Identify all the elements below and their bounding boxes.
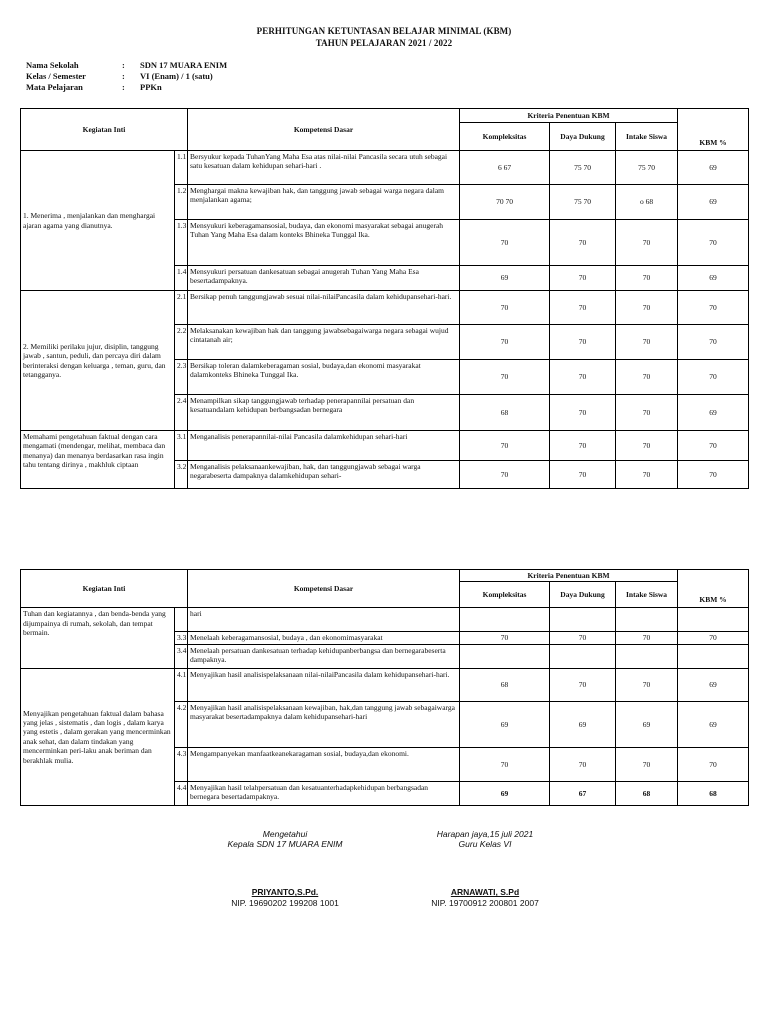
kbm-value: 70 bbox=[678, 220, 749, 266]
kbm-value: 70 bbox=[678, 632, 749, 644]
table-row bbox=[21, 291, 749, 325]
kd-text: Menganalisis penerapannilai-nilai Pancasila dalamkehidupan sehari-hari bbox=[188, 431, 460, 461]
kbm-value: 70 bbox=[678, 461, 749, 489]
kd-number: 2.3 bbox=[175, 360, 188, 395]
kompleksitas-value: 70 bbox=[460, 461, 550, 489]
kd-number: 1.2 bbox=[175, 185, 188, 220]
kbm-value: 69 bbox=[678, 701, 749, 747]
kbm-value: 69 bbox=[678, 151, 749, 185]
kd-number: 4.3 bbox=[175, 747, 188, 781]
intake-value: 69 bbox=[616, 701, 678, 747]
header-kbm: KBM % bbox=[678, 570, 749, 608]
kd-text: Menelaah persatuan dankesatuan terhadap kehidupanberbangsa dan bernegarabeserta dampaknya. bbox=[188, 644, 460, 668]
signature-role: Kepala SDN 17 MUARA ENIM bbox=[227, 839, 343, 849]
school-info bbox=[26, 60, 227, 93]
kompleksitas-value: 68 bbox=[460, 395, 550, 431]
info-label: Nama Sekolah bbox=[26, 60, 79, 70]
info-label: Mata Pelajaran bbox=[26, 82, 83, 92]
header-kriteria: Kriteria Penentuan KBM bbox=[460, 109, 678, 123]
kompleksitas-value bbox=[460, 608, 550, 632]
kbm-value: 69 bbox=[678, 266, 749, 291]
daya-dukung-value: 70 bbox=[550, 747, 616, 781]
info-colon: : bbox=[122, 82, 125, 92]
intake-value: 70 bbox=[616, 747, 678, 781]
kd-number: 3.3 bbox=[175, 632, 188, 644]
kegiatan-inti-3-cont: Tuhan dan kegiatannya , dan benda-benda yang dijumpainya di rumah, sekolah, dan tempat bermain. bbox=[21, 608, 175, 668]
intake-value bbox=[616, 644, 678, 668]
header-kriteria: Kriteria Penentuan KBM bbox=[460, 570, 678, 582]
daya-dukung-value: 70 bbox=[550, 266, 616, 291]
daya-dukung-value: 70 bbox=[550, 325, 616, 360]
kbm-value: 70 bbox=[678, 360, 749, 395]
intake-value: 70 bbox=[616, 325, 678, 360]
signature-teacher bbox=[400, 829, 570, 908]
kd-number: 3.2 bbox=[175, 461, 188, 489]
intake-value: 70 bbox=[616, 461, 678, 489]
kd-text: Menganalisis pelaksanaankewajiban, hak, dan tanggungjawab sebagai warga negarabeserta dampaknya dalamkehidupan sehari- bbox=[188, 461, 460, 489]
kompleksitas-value bbox=[460, 644, 550, 668]
info-row-class bbox=[26, 71, 227, 82]
kd-text: Menampilkan sikap tanggungjawab terhadap penerapannilai persatuan dan kesatuandalam kehidupan berbangsadan bernegara bbox=[188, 395, 460, 431]
kompleksitas-value: 70 bbox=[460, 220, 550, 266]
intake-value: 70 bbox=[616, 632, 678, 644]
table-row bbox=[21, 608, 749, 632]
intake-value bbox=[616, 608, 678, 632]
intake-value: 70 bbox=[616, 431, 678, 461]
daya-dukung-value: 67 bbox=[550, 781, 616, 805]
kompleksitas-value: 70 bbox=[460, 291, 550, 325]
daya-dukung-value: 70 bbox=[550, 220, 616, 266]
kd-number: 2.1 bbox=[175, 291, 188, 325]
kd-number: 2.4 bbox=[175, 395, 188, 431]
kbm-table-2 bbox=[20, 569, 749, 806]
kbm-value: 70 bbox=[678, 291, 749, 325]
kd-number bbox=[175, 608, 188, 632]
kbm-value bbox=[678, 644, 749, 668]
daya-dukung-value: 70 bbox=[550, 360, 616, 395]
daya-dukung-value: 75 70 bbox=[550, 151, 616, 185]
header-kbm: KBM % bbox=[678, 109, 749, 151]
kbm-table-1 bbox=[20, 108, 749, 489]
intake-value: 70 bbox=[616, 395, 678, 431]
header-kompetensi-dasar: Kompetensi Dasar bbox=[188, 109, 460, 151]
info-colon: : bbox=[122, 71, 125, 81]
daya-dukung-value: 69 bbox=[550, 701, 616, 747]
header-daya-dukung: Daya Dukung bbox=[550, 123, 616, 151]
kd-number: 2.2 bbox=[175, 325, 188, 360]
kbm-value: 68 bbox=[678, 781, 749, 805]
signature-role: Guru Kelas VI bbox=[458, 839, 512, 849]
kd-text: Menelaah keberagamansosial, budaya , dan ekonomimasyarakat bbox=[188, 632, 460, 644]
intake-value: 70 bbox=[616, 266, 678, 291]
kompleksitas-value: 69 bbox=[460, 701, 550, 747]
kd-number: 1.3 bbox=[175, 220, 188, 266]
intake-value: 70 bbox=[616, 220, 678, 266]
kd-text: Menyajikan hasil analisispelaksanaan nilai-nilaiPancasila dalam kehidupansehari-hari. bbox=[188, 668, 460, 701]
kegiatan-inti-4: Menyajikan pengetahuan faktual dalam bahasa yang jelas , sistematis , dan logis , dalam karya yang estetis , dalam gerakan yang mencerminkan anak sehat, dan dalam tindakan yang mencerminkan peri-laku anak beriman dan berakhlak mulia. bbox=[21, 668, 175, 805]
intake-value: 70 bbox=[616, 360, 678, 395]
kompleksitas-value: 68 bbox=[460, 668, 550, 701]
daya-dukung-value: 70 bbox=[550, 632, 616, 644]
table-row bbox=[21, 668, 749, 701]
info-label: Kelas / Semester bbox=[26, 71, 86, 81]
kd-text: Melaksanakan kewajiban hak dan tanggung jawabsebagaiwarga negara sebagai wujud cintatanah air; bbox=[188, 325, 460, 360]
kd-number: 4.1 bbox=[175, 668, 188, 701]
header-kegiatan-inti: Kegiatan Inti bbox=[21, 570, 188, 608]
daya-dukung-value: 70 bbox=[550, 395, 616, 431]
intake-value: 70 bbox=[616, 291, 678, 325]
info-value: PPKn bbox=[140, 82, 162, 92]
intake-value: o 68 bbox=[616, 185, 678, 220]
kbm-value: 70 bbox=[678, 747, 749, 781]
kd-text: Mensyukuri persatuan dankesatuan sebagai anugerah Tuhan Yang Maha Esa besertadampaknya. bbox=[188, 266, 460, 291]
signature-nip: NIP. 19690202 199208 1001 bbox=[231, 898, 339, 908]
kd-number: 4.4 bbox=[175, 781, 188, 805]
kompleksitas-value: 69 bbox=[460, 781, 550, 805]
kbm-value: 70 bbox=[678, 431, 749, 461]
kd-text: Bersikap penuh tanggungjawab sesuai nilai-nilaiPancasila dalam kehidupansehari-hari. bbox=[188, 291, 460, 325]
kd-number: 1.1 bbox=[175, 151, 188, 185]
kompleksitas-value: 70 bbox=[460, 431, 550, 461]
kd-text: Bersyukur kepada TuhanYang Maha Esa atas nilai-nilai Pancasila secara utuh sebagai satu kesatuan dalam kehidupan sehari-hari . bbox=[188, 151, 460, 185]
kd-text: Mengampanyekan manfaatkeanekaragaman sosial, budaya,dan ekonomi. bbox=[188, 747, 460, 781]
signature-name: PRIYANTO,S.Pd. bbox=[251, 887, 319, 897]
daya-dukung-value: 70 bbox=[550, 668, 616, 701]
header-kompleksitas: Kompleksitas bbox=[460, 582, 550, 608]
kd-text: Mensyukuri keberagamansosial, budaya, dan ekonomi masyarakat sebagai anugerah Tuhan Yang Maha Esa dalam konteks Bhineka Tunggal Ika. bbox=[188, 220, 460, 266]
signature-name: ARNAWATI, S.Pd bbox=[450, 887, 520, 897]
signature-place-date: Harapan jaya,15 juli 2021 bbox=[436, 829, 534, 839]
daya-dukung-value: 70 bbox=[550, 461, 616, 489]
kbm-value: 70 bbox=[678, 325, 749, 360]
daya-dukung-value: 70 bbox=[550, 431, 616, 461]
header-kompleksitas: Kompleksitas bbox=[460, 123, 550, 151]
kd-text: Menghargai makna kewajiban hak, dan tanggung jawab sebagai warga negara dalam menjalankan agama; bbox=[188, 185, 460, 220]
kbm-value bbox=[678, 608, 749, 632]
header-daya-dukung: Daya Dukung bbox=[550, 582, 616, 608]
daya-dukung-value bbox=[550, 644, 616, 668]
info-value: VI (Enam) / 1 (satu) bbox=[140, 71, 213, 81]
kegiatan-inti-2: 2. Memiliki perilaku jujur, disiplin, tanggung jawab , santun, peduli, dan percaya diri dalam berinteraksi dengan keluarga , teman, guru, dan tetangganya. bbox=[21, 291, 175, 431]
kompleksitas-value: 70 bbox=[460, 325, 550, 360]
daya-dukung-value: 75 70 bbox=[550, 185, 616, 220]
header-kompetensi-dasar: Kompetensi Dasar bbox=[188, 570, 460, 608]
kd-number: 1.4 bbox=[175, 266, 188, 291]
kd-text: Menyajikan hasil analisispelaksanaan kewajiban, hak,dan tanggung jawab sebagaiwarga masyarakat besertadampaknya dalam kehidupansehari-hari bbox=[188, 701, 460, 747]
intake-value: 70 bbox=[616, 668, 678, 701]
signature-principal bbox=[195, 829, 375, 908]
daya-dukung-value: 70 bbox=[550, 291, 616, 325]
header-intake: Intake Siswa bbox=[616, 123, 678, 151]
kegiatan-inti-3: Memahami pengetahuan faktual dengan cara mengamati (mendengar, melihat, membaca dan menanya) dan menanya berdasarkan rasa ingin tahu tentang dirinya , makhluk ciptaan bbox=[21, 431, 175, 489]
kd-text: Bersikap toleran dalamkeberagaman sosial, budaya,dan ekonomi masyarakat dalamkonteks Bhineka Tunggal Ika. bbox=[188, 360, 460, 395]
document-title: PERHITUNGAN KETUNTASAN BELAJAR MINIMAL (KBM) bbox=[256, 26, 512, 36]
table-row bbox=[21, 151, 749, 185]
kbm-value: 69 bbox=[678, 185, 749, 220]
daya-dukung-value bbox=[550, 608, 616, 632]
kompleksitas-value: 70 bbox=[460, 747, 550, 781]
document-subtitle: TAHUN PELAJARAN 2021 / 2022 bbox=[315, 38, 453, 48]
intake-value: 68 bbox=[616, 781, 678, 805]
kd-number: 3.1 bbox=[175, 431, 188, 461]
kompleksitas-value: 70 70 bbox=[460, 185, 550, 220]
kompleksitas-value: 70 bbox=[460, 360, 550, 395]
info-row-subject bbox=[26, 82, 227, 93]
intake-value: 75 70 bbox=[616, 151, 678, 185]
info-colon: : bbox=[122, 60, 125, 70]
kompleksitas-value: 69 bbox=[460, 266, 550, 291]
kbm-value: 69 bbox=[678, 668, 749, 701]
kd-number: 4.2 bbox=[175, 701, 188, 747]
signature-nip: NIP. 19700912 200801 2007 bbox=[431, 898, 539, 908]
kd-text: hari bbox=[188, 608, 460, 632]
kd-number: 3.4 bbox=[175, 644, 188, 668]
kompleksitas-value: 6 67 bbox=[460, 151, 550, 185]
signature-label: Mengetahui bbox=[262, 829, 308, 839]
kompleksitas-value: 70 bbox=[460, 632, 550, 644]
header-intake: Intake Siswa bbox=[616, 582, 678, 608]
info-row-school bbox=[26, 60, 227, 71]
header-kegiatan-inti: Kegiatan Inti bbox=[21, 109, 188, 151]
kegiatan-inti-1: 1. Menerima , menjalankan dan menghargai ajaran agama yang dianutnya. bbox=[21, 151, 175, 291]
info-value: SDN 17 MUARA ENIM bbox=[140, 60, 228, 70]
table-row bbox=[21, 431, 749, 461]
kd-text: Menyajikan hasil telahpersatuan dan kesatuanterhadapkehidupan berbangsadan bernegara besertadampaknya. bbox=[188, 781, 460, 805]
kbm-value: 69 bbox=[678, 395, 749, 431]
